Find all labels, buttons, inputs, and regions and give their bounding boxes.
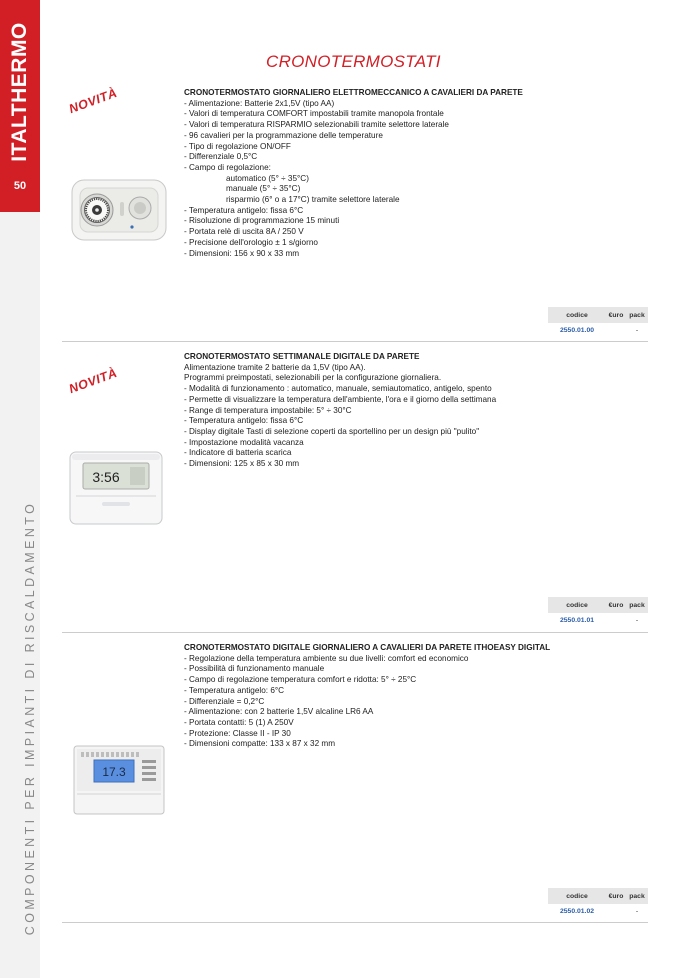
code-header: codice [566, 892, 588, 900]
display-time: 3:56 [92, 469, 120, 485]
product-1-spec: - Temperatura antigelo: fissa 6°C [184, 205, 304, 215]
code-header: codice [566, 311, 588, 319]
euro-header: €uro [608, 601, 624, 609]
product-1-spec: - Precisione dell'orologio ± 1 s/giorno [184, 237, 318, 247]
product-3-spec: - Differenziale = 0,2°C [184, 696, 265, 706]
table-header [548, 888, 648, 904]
product-1-spec: - Differenziale 0,5°C [184, 152, 258, 162]
product-3-description [184, 643, 550, 750]
pack-header: pack [629, 892, 645, 900]
separator [62, 632, 648, 633]
product-2-spec: - Temperatura antigelo: fissa 6°C [184, 416, 304, 426]
product-3-spec: - Possibilità di funzionamento manuale [184, 664, 325, 674]
separator [62, 922, 648, 923]
product-3-spec: - Portata contatti: 5 (1) A 250V [184, 717, 294, 727]
table-row [548, 904, 648, 918]
digital-weekly-thermostat-image [68, 450, 164, 526]
product-1-spec: risparmio (6° o a 17°C) tramite selettore laterale [226, 195, 400, 205]
product-pack: - [635, 326, 639, 334]
product-2-spec: - Modalità di funzionamento : automatico, manuale, semiautomatico, antigelo, spento [184, 384, 492, 394]
product-3-spec: - Regolazione della temperatura ambiente su due livelli: comfort ed economico [184, 653, 469, 663]
product-2-description [184, 352, 496, 470]
product-3-spec: - Temperatura antigelo: 6°C [184, 685, 285, 695]
product-1-spec: - Valori di temperatura RISPARMIO selezionabili tramite selettore laterale [184, 120, 449, 130]
product-pack: - [635, 616, 639, 624]
section-title: CRONOTERMOSTATI [266, 52, 441, 71]
table-row [548, 323, 648, 337]
product-2-spec: Alimentazione tramite 2 batterie da 1,5V (tipo AA). [184, 362, 366, 372]
product-code: 2550.01.00 [559, 326, 595, 334]
product-1-spec: - Tipo di regolazione ON/OFF [184, 141, 291, 151]
table-header [548, 597, 648, 613]
product-2-spec: - Permette di visualizzare la temperatura dell'ambiente, l'ora e il giorno della settimana [184, 394, 497, 404]
product-2-spec: Programmi preimpostati, selezionabili per la configurazione giornaliera. [184, 373, 442, 383]
electromechanical-thermostat-image [70, 178, 168, 242]
product-1-spec: manuale (5° ÷ 35°C) [226, 184, 301, 194]
product-code: 2550.01.02 [559, 907, 595, 915]
product-1-description [184, 88, 523, 259]
product-1-spec: - 96 cavalieri per la programmazione delle temperature [184, 130, 383, 140]
pack-header: pack [629, 601, 645, 609]
pack-header: pack [629, 311, 645, 319]
product-2-spec: - Impostazione modalità vacanza [184, 437, 304, 447]
euro-header: €uro [608, 892, 624, 900]
product-3-title: CRONOTERMOSTATO DIGITALE GIORNALIERO A CAVALIERI DA PARETE ITHOEASY DIGITAL [184, 643, 551, 652]
product-1-spec: - Alimentazione: Batterie 2x1,5V (tipo AA) [184, 98, 335, 108]
product-3-spec: - Campo di regolazione temperatura comfort e ridotta: 5° ÷ 25°C [184, 675, 417, 685]
product-1-spec: - Valori di temperatura COMFORT impostabili tramite manopola frontale [184, 109, 444, 119]
novita-badge: NOVITÀ [67, 85, 120, 117]
product-1-spec: automatico (5° ÷ 35°C) [226, 173, 309, 183]
product-2-spec: - Indicatore di batteria scarica [184, 448, 292, 458]
product-1-spec: - Portata relè di uscita 8A / 250 V [184, 227, 304, 237]
product-1-title: CRONOTERMOSTATO GIORNALIERO ELETTROMECCANICO A CAVALIERI DA PARETE [184, 88, 523, 97]
display-temperature: 17.3 [102, 765, 126, 779]
product-2-spec: - Display digitale Tasti di selezione coperti da sportellino per un design più "pulito" [184, 426, 480, 436]
product-1-code-table [548, 307, 648, 337]
product-2-spec: - Range di temperatura impostabile: 5° ÷ 30°C [184, 405, 352, 415]
product-3-spec: - Dimensioni compatte: 133 x 87 x 32 mm [184, 739, 336, 749]
product-3-spec: - Protezione: Classe II - IP 30 [184, 728, 291, 738]
table-row [548, 613, 648, 627]
product-2-spec: - Dimensioni: 125 x 85 x 30 mm [184, 459, 300, 469]
product-pack: - [635, 907, 639, 915]
product-3-code-table [548, 888, 648, 918]
vertical-caption: COMPONENTI PER IMPIANTI DI RISCALDAMENTO [23, 500, 37, 936]
digital-daily-thermostat-image [72, 744, 166, 816]
product-3-spec: - Alimentazione: con 2 batterie 1,5V alcaline LR6 AA [184, 707, 374, 717]
page-number: 50 [13, 180, 27, 192]
separator [62, 341, 648, 342]
table-header [548, 307, 648, 323]
product-2-code-table [548, 597, 648, 627]
product-code: 2550.01.01 [559, 616, 595, 624]
product-1-spec: - Dimensioni: 156 x 90 x 33 mm [184, 248, 300, 258]
brand-logo: ITALTHERMO [8, 22, 31, 162]
novita-badge: NOVITÀ [67, 365, 120, 397]
euro-header: €uro [608, 311, 624, 319]
sidebar [0, 0, 40, 978]
product-2-title: CRONOTERMOSTATO SETTIMANALE DIGITALE DA PARETE [184, 352, 420, 361]
code-header: codice [566, 601, 588, 609]
brand-box [0, 0, 40, 212]
product-1-spec: - Campo di regolazione: [184, 162, 271, 172]
product-1-spec: - Risoluzione di programmazione 15 minuti [184, 216, 340, 226]
